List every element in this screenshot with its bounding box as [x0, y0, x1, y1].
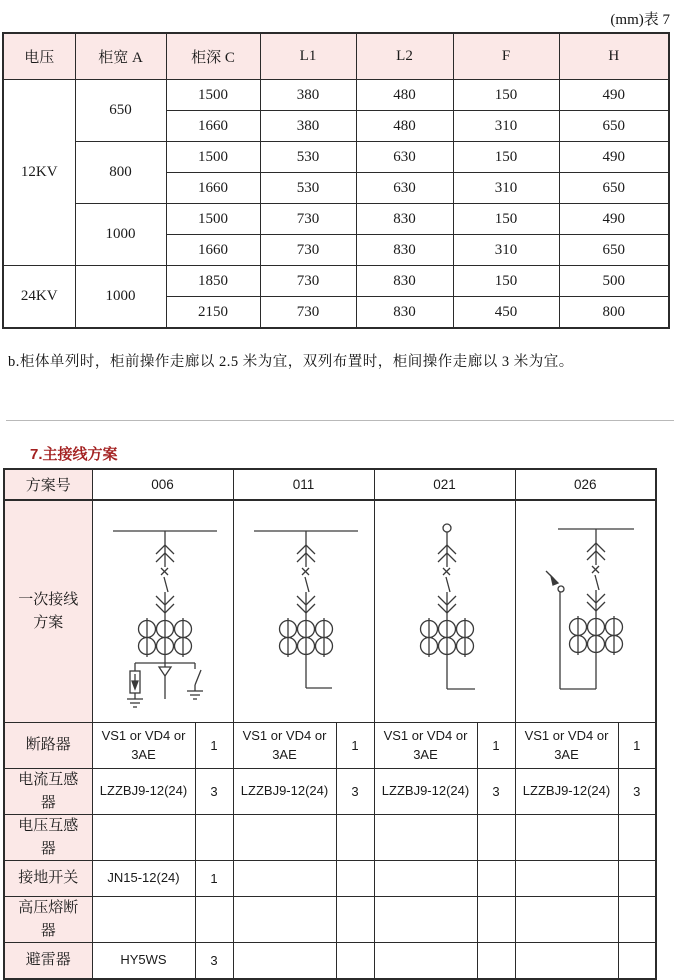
component-qty: [477, 815, 515, 861]
component-model: [233, 943, 336, 980]
component-model: [92, 897, 195, 943]
data-cell: 1500: [166, 80, 260, 111]
header-l1: L1: [260, 33, 356, 80]
component-qty: [336, 897, 374, 943]
data-cell: 1850: [166, 266, 260, 297]
width-cell: 650: [75, 80, 166, 142]
data-cell: 480: [356, 111, 453, 142]
data-cell: 830: [356, 266, 453, 297]
single-line-diagram-011: [233, 500, 374, 723]
component-qty: [336, 861, 374, 897]
data-cell: 150: [453, 204, 559, 235]
component-model: [515, 861, 618, 897]
table-row: [3, 204, 669, 235]
dimension-table: [2, 32, 670, 329]
component-row-surge-arrester: [4, 943, 656, 980]
component-qty: 1: [195, 723, 233, 769]
scheme-number-026: 026: [515, 469, 656, 500]
table-row: [3, 266, 669, 297]
component-qty: 3: [195, 769, 233, 815]
data-cell: 380: [260, 80, 356, 111]
component-qty: [618, 943, 656, 980]
component-qty: [618, 897, 656, 943]
component-model: VS1 or VD4 or 3AE: [374, 723, 477, 769]
component-label: 电流互感器: [4, 769, 92, 815]
component-qty: 3: [477, 769, 515, 815]
width-cell: 1000: [75, 204, 166, 266]
component-label: 电压互感器: [4, 815, 92, 861]
component-qty: 1: [336, 723, 374, 769]
component-model: [92, 815, 195, 861]
data-cell: 150: [453, 80, 559, 111]
data-cell: 730: [260, 204, 356, 235]
scheme-number-011: 011: [233, 469, 374, 500]
component-model: [374, 861, 477, 897]
width-cell: 800: [75, 142, 166, 204]
component-row-earthing-switch: [4, 861, 656, 897]
header-f: F: [453, 33, 559, 80]
scheme-number-006: 006: [92, 469, 233, 500]
single-line-diagram-021: [374, 500, 515, 723]
component-qty: [195, 815, 233, 861]
single-line-diagram-026: [515, 500, 656, 723]
data-cell: 830: [356, 235, 453, 266]
component-qty: 3: [336, 769, 374, 815]
component-model: [515, 897, 618, 943]
component-qty: [477, 861, 515, 897]
component-model: [374, 897, 477, 943]
note-text: b.柜体单列时，柜前操作走廊以 2.5 米为宜，双列布置时，柜间操作走廊以 3 米为宜。: [8, 354, 574, 370]
component-model: [374, 815, 477, 861]
earthing-switch-icon: [195, 663, 201, 691]
data-cell: 1500: [166, 142, 260, 173]
data-cell: 1500: [166, 204, 260, 235]
voltage-cell: 12KV: [3, 80, 75, 266]
component-row-breaker: [4, 723, 656, 769]
header-depth-c: 柜深 C: [166, 33, 260, 80]
table-row: [3, 142, 669, 173]
component-model: [233, 815, 336, 861]
data-cell: 730: [260, 235, 356, 266]
component-qty: 3: [195, 943, 233, 980]
breaker-icon: [592, 566, 599, 590]
data-cell: 490: [559, 142, 669, 173]
voltage-cell: 24KV: [3, 266, 75, 329]
scheme-corner-label: 方案号: [4, 469, 92, 500]
component-qty: [336, 815, 374, 861]
component-qty: 3: [618, 769, 656, 815]
component-label: 高压熔断器: [4, 897, 92, 943]
component-model: [233, 861, 336, 897]
data-cell: 650: [559, 235, 669, 266]
cable-bushing-icon: [443, 524, 451, 532]
component-model: VS1 or VD4 or 3AE: [92, 723, 195, 769]
data-cell: 490: [559, 80, 669, 111]
data-cell: 830: [356, 297, 453, 329]
data-cell: 2150: [166, 297, 260, 329]
data-cell: 490: [559, 204, 669, 235]
header-h: H: [559, 33, 669, 80]
single-line-diagram-006: [92, 500, 233, 723]
data-cell: 730: [260, 266, 356, 297]
header-l2: L2: [356, 33, 453, 80]
component-model: VS1 or VD4 or 3AE: [233, 723, 336, 769]
component-label: 断路器: [4, 723, 92, 769]
data-cell: 310: [453, 173, 559, 204]
data-cell: 380: [260, 111, 356, 142]
component-model: JN15-12(24): [92, 861, 195, 897]
data-cell: 630: [356, 173, 453, 204]
width-cell: 1000: [75, 266, 166, 329]
data-cell: 1660: [166, 235, 260, 266]
component-model: LZZBJ9-12(24): [374, 769, 477, 815]
component-qty: 1: [477, 723, 515, 769]
component-qty: [477, 943, 515, 980]
scheme-number-021: 021: [374, 469, 515, 500]
component-model: LZZBJ9-12(24): [92, 769, 195, 815]
component-qty: [477, 897, 515, 943]
header-width-a: 柜宽 A: [75, 33, 166, 80]
data-cell: 530: [260, 142, 356, 173]
component-qty: [618, 861, 656, 897]
cable-head-icon: [159, 663, 171, 699]
breaker-icon: [161, 568, 168, 592]
component-qty: [336, 943, 374, 980]
component-model: [233, 897, 336, 943]
component-model: LZZBJ9-12(24): [515, 769, 618, 815]
component-row-voltage-transformer: [4, 815, 656, 861]
data-cell: 150: [453, 266, 559, 297]
data-cell: 650: [559, 111, 669, 142]
component-qty: 1: [195, 861, 233, 897]
component-model: [374, 943, 477, 980]
component-model: [515, 943, 618, 980]
horizontal-divider: [6, 420, 674, 421]
component-label: 接地开关: [4, 861, 92, 897]
scheme-header-row: [4, 469, 656, 500]
table-row: [3, 80, 669, 111]
scheme-table: [3, 468, 657, 980]
component-model: [515, 815, 618, 861]
earth-icon: [127, 699, 143, 707]
data-cell: 480: [356, 80, 453, 111]
component-row-hv-fuse: [4, 897, 656, 943]
component-model: VS1 or VD4 or 3AE: [515, 723, 618, 769]
header-voltage: 电压: [3, 33, 75, 80]
data-cell: 650: [559, 173, 669, 204]
table-caption: (mm)表 7: [610, 12, 670, 28]
component-qty: 1: [618, 723, 656, 769]
data-cell: 730: [260, 297, 356, 329]
earth-icon: [187, 691, 203, 699]
data-cell: 530: [260, 173, 356, 204]
breaker-icon: [302, 568, 309, 592]
data-cell: 310: [453, 235, 559, 266]
data-cell: 830: [356, 204, 453, 235]
component-label: 避雷器: [4, 943, 92, 980]
component-model: HY5WS: [92, 943, 195, 980]
component-qty: [195, 897, 233, 943]
data-cell: 1660: [166, 111, 260, 142]
data-cell: 500: [559, 266, 669, 297]
data-cell: 150: [453, 142, 559, 173]
component-row-current-transformer: [4, 769, 656, 815]
component-qty: [618, 815, 656, 861]
data-cell: 800: [559, 297, 669, 329]
section-title: 7.主接线方案: [30, 446, 118, 463]
diagram-row-label: 一次接线方案: [4, 500, 92, 723]
data-cell: 310: [453, 111, 559, 142]
data-cell: 1660: [166, 173, 260, 204]
diagram-row: [4, 500, 656, 723]
dimension-table-header-row: [3, 33, 669, 80]
breaker-icon: [443, 568, 450, 592]
surge-arrester-icon: [130, 663, 140, 699]
component-model: LZZBJ9-12(24): [233, 769, 336, 815]
data-cell: 450: [453, 297, 559, 329]
data-cell: 630: [356, 142, 453, 173]
